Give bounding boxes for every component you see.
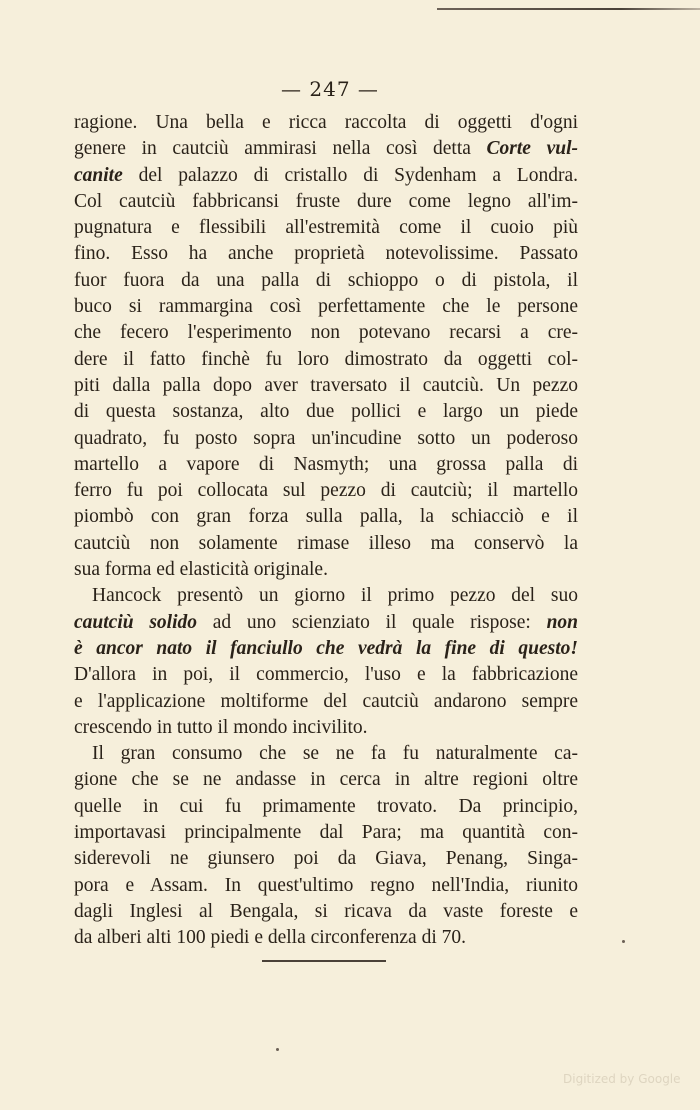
text-line <box>74 478 578 504</box>
text-run: ragione. Una bella e ricca raccolta di oggetti d'ogni <box>74 112 578 133</box>
end-rule <box>262 960 386 962</box>
text-run: buco si rammargina così perfettamente che le persone <box>74 296 578 318</box>
text-line <box>74 241 578 267</box>
text-run: gione che se ne andasse in cerca in altre regioni oltre <box>74 769 578 791</box>
text-run: D'allora in poi, il commercio, l'uso e la fabbricazione <box>74 664 578 686</box>
text-run: fuor fuora da una palla di schioppo o di pistola, il <box>74 269 578 291</box>
italic-run: è ancor nato il fanciullo che vedrà la fine di questo! <box>74 637 578 659</box>
top-rule <box>437 8 700 10</box>
paragraph <box>74 110 578 583</box>
text-line <box>74 741 578 767</box>
text-run: fino. Esso ha anche proprietà notevolissime. Passato <box>74 243 578 265</box>
text-run: cautciù non solamente rimase illeso ma conservò la <box>74 532 578 554</box>
stray-mark <box>622 940 625 943</box>
text-line <box>74 452 578 478</box>
text-run: Hancock presentò un giorno il primo pezzo del suo <box>92 585 578 607</box>
text-run: di questa sostanza, alto due pollici e largo un piede <box>74 401 578 423</box>
text-line <box>74 320 578 346</box>
text-line <box>74 662 578 688</box>
text-line <box>74 583 578 609</box>
body-text <box>74 110 578 952</box>
text-run: del palazzo di cristallo di Sydenham a Londra. <box>122 164 578 186</box>
text-line <box>74 504 578 530</box>
text-line <box>74 899 578 925</box>
text-run: siderevoli ne giunsero poi da Giava, Penang, Singa- <box>74 848 578 870</box>
text-line <box>74 557 578 583</box>
italic-run: canite <box>74 164 123 186</box>
text-line <box>74 531 578 557</box>
text-line <box>74 347 578 373</box>
text-line <box>74 794 578 820</box>
text-line <box>74 373 578 399</box>
text-run: importavasi principalmente dal Para; ma quantità con- <box>74 822 578 844</box>
text-line <box>74 110 578 136</box>
text-line <box>74 399 578 425</box>
watermark: Digitized by Google <box>563 1072 681 1086</box>
text-line <box>74 636 578 662</box>
text-run: piombò con gran forza sulla palla, la schiacciò e il <box>74 506 578 528</box>
text-run: che fecero l'esperimento non potevano recarsi a cre- <box>74 322 578 344</box>
text-run: da alberi alti 100 piedi e della circonferenza di 70. <box>74 927 466 949</box>
text-run: e l'applicazione moltiforme del cautciù andarono sempre <box>74 690 578 712</box>
text-line <box>74 846 578 872</box>
text-run: sua forma ed elasticità originale. <box>74 559 328 581</box>
text-line <box>74 610 578 636</box>
text-line <box>74 820 578 846</box>
text-run: quadrato, fu posto sopra un'incudine sotto un poderoso <box>74 427 578 449</box>
text-line <box>74 689 578 715</box>
text-run: crescendo in tutto il mondo incivilito. <box>74 716 368 738</box>
text-line <box>74 426 578 452</box>
text-line <box>74 925 578 951</box>
italic-run: non <box>546 611 579 633</box>
text-line <box>74 215 578 241</box>
stray-mark <box>276 1048 279 1051</box>
text-line <box>74 767 578 793</box>
text-run: quelle in cui fu primamente trovato. Da principio, <box>74 795 578 817</box>
text-line <box>74 294 578 320</box>
text-run: Col cautciù fabbricansi fruste dure come legno all'im- <box>74 190 578 212</box>
text-run: pugnatura e flessibili all'estremità come il cuoio più <box>74 217 578 239</box>
text-run: dagli Inglesi al Bengala, si ricava da vaste foreste e <box>74 900 578 922</box>
page-number: — 247 — <box>281 77 379 101</box>
text-run: Il gran consumo che se ne fa fu naturalmente ca- <box>92 743 578 765</box>
text-run: genere in cautciù ammirasi nella così detta <box>74 138 487 160</box>
paragraph <box>74 741 578 951</box>
text-run: ad uno scienziato il quale rispose: <box>197 611 547 633</box>
text-line <box>74 715 578 741</box>
text-line <box>74 163 578 189</box>
text-run: pora e Assam. In quest'ultimo regno nell'India, riunito <box>74 874 578 896</box>
italic-run: cautciù solido <box>74 611 198 633</box>
text-run: dere il fatto finchè fu loro dimostrato da oggetti col- <box>74 348 578 370</box>
italic-run: Corte vul- <box>486 138 578 160</box>
text-run: ferro fu poi collocata sul pezzo di cautciù; il martello <box>74 480 578 502</box>
text-run: martello a vapore di Nasmyth; una grossa palla di <box>74 453 578 475</box>
paragraph <box>74 583 578 741</box>
text-line <box>74 873 578 899</box>
text-line <box>74 136 578 162</box>
text-line <box>74 268 578 294</box>
text-run: piti dalla palla dopo aver traversato il cautciù. Un pezzo <box>74 374 578 396</box>
text-line <box>74 189 578 215</box>
